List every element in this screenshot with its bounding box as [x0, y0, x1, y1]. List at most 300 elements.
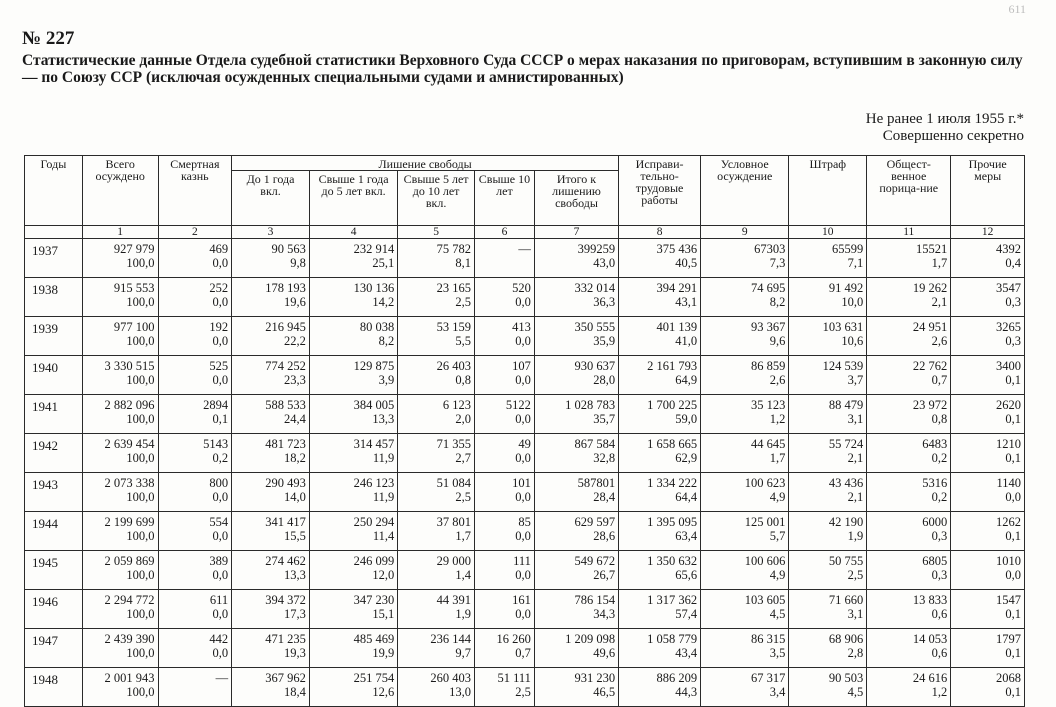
absolute-value: 469	[209, 242, 229, 256]
absolute-value: 24 951	[912, 320, 948, 334]
absolute-value: 3265	[996, 320, 1021, 334]
absolute-value: 90 503	[828, 671, 864, 685]
absolute-value: 51 111	[497, 671, 531, 685]
absolute-value: 49	[518, 437, 531, 451]
absolute-value: 341 417	[265, 515, 306, 529]
value-cell	[309, 473, 397, 512]
percent-value: 35,7	[593, 412, 616, 426]
percent-value: 49,6	[593, 646, 616, 660]
absolute-value: 927 979	[113, 242, 155, 256]
value-cell	[534, 629, 618, 668]
absolute-value: 332 014	[574, 281, 616, 295]
percent-value: 23,3	[284, 373, 306, 387]
value-cell	[789, 590, 867, 629]
header-conditional: Условное осуждение	[701, 156, 789, 226]
header-1-to-5-years: Свыше 1 года до 5 лет вкл.	[309, 171, 397, 226]
table-row	[25, 473, 1025, 512]
absolute-value: —	[215, 671, 229, 685]
value-cell	[534, 590, 618, 629]
percent-value: 1,9	[847, 529, 864, 543]
percent-value: 2,6	[769, 373, 786, 387]
percent-value: 8,2	[769, 295, 786, 309]
value-cell	[474, 629, 534, 668]
absolute-value: 1 700 225	[647, 398, 698, 412]
document-number: № 227	[22, 28, 75, 49]
percent-value: 0,0	[515, 568, 531, 582]
value-cell	[619, 434, 701, 473]
value-cell	[701, 239, 789, 278]
percent-value: 2,7	[455, 451, 471, 465]
percent-value: 0,0	[1005, 568, 1021, 582]
absolute-value: 520	[512, 281, 531, 295]
percent-value: 10,0	[841, 295, 864, 309]
absolute-value: 5143	[203, 437, 229, 451]
percent-value: 1,2	[769, 412, 786, 426]
absolute-value: 367 962	[265, 671, 306, 685]
value-cell	[701, 590, 789, 629]
absolute-value: 29 000	[436, 554, 471, 568]
value-cell	[619, 473, 701, 512]
percent-value: 100,0	[126, 646, 155, 660]
value-cell	[232, 434, 310, 473]
value-cell	[701, 356, 789, 395]
percent-value: 4,9	[769, 490, 786, 504]
value-cell	[867, 356, 951, 395]
absolute-value: 42 190	[828, 515, 864, 529]
percent-value: 13,0	[449, 685, 471, 699]
percent-value: 100,0	[126, 412, 155, 426]
value-cell	[701, 512, 789, 551]
percent-value: 11,4	[372, 529, 395, 543]
percent-value: 100,0	[126, 607, 155, 621]
value-cell	[951, 629, 1025, 668]
percent-value: 35,9	[593, 334, 616, 348]
absolute-value: 86 315	[751, 632, 786, 646]
percent-value: 26,7	[593, 568, 616, 582]
value-cell	[474, 317, 534, 356]
percent-value: 9,6	[769, 334, 786, 348]
percent-value: 0,1	[1005, 412, 1021, 426]
value-cell	[867, 395, 951, 434]
absolute-value: 394 372	[265, 593, 306, 607]
value-cell	[474, 473, 534, 512]
column-number: 1	[82, 226, 158, 239]
percent-value: 100,0	[126, 295, 155, 309]
value-cell	[619, 551, 701, 590]
percent-value: 5,5	[455, 334, 471, 348]
absolute-value: 85	[518, 515, 531, 529]
absolute-value: 1 317 362	[647, 593, 698, 607]
value-cell	[474, 590, 534, 629]
year-cell: 1947	[25, 629, 83, 668]
absolute-value: 53 159	[436, 320, 471, 334]
value-cell	[534, 434, 618, 473]
percent-value: 0,0	[212, 373, 229, 387]
absolute-value: 611	[209, 593, 229, 607]
value-cell	[82, 395, 158, 434]
absolute-value: 2 073 338	[104, 476, 155, 490]
percent-value: 34,3	[593, 607, 616, 621]
percent-value: 2,6	[931, 334, 948, 348]
value-cell	[158, 512, 232, 551]
value-cell	[158, 395, 232, 434]
value-cell	[309, 356, 397, 395]
year-cell: 1945	[25, 551, 83, 590]
value-cell	[951, 395, 1025, 434]
percent-value: 0,0	[212, 334, 229, 348]
absolute-value: 26 403	[436, 359, 471, 373]
percent-value: 3,7	[847, 373, 864, 387]
value-cell	[474, 434, 534, 473]
page-number: 611	[1008, 2, 1026, 16]
absolute-value: 260 403	[430, 671, 471, 685]
absolute-value: 5122	[505, 398, 531, 412]
absolute-value: 471 235	[265, 632, 306, 646]
percent-value: 0,0	[515, 490, 531, 504]
value-cell	[951, 317, 1025, 356]
percent-value: 18,4	[284, 685, 306, 699]
document-title: Статистические данные Отдела судебной статистики Верховного Суда СССР о мерах наказания по приговорам, вступившим в законную силу — по Союзу ССР (исключая осужденных специальными судами и амнистированных)	[22, 52, 1023, 86]
percent-value: 0,6	[931, 607, 948, 621]
absolute-value: 442	[209, 632, 229, 646]
percent-value: 100,0	[126, 490, 155, 504]
percent-value: 44,3	[675, 685, 698, 699]
percent-value: 19,9	[372, 646, 395, 660]
percent-value: 43,4	[675, 646, 698, 660]
value-cell	[309, 629, 397, 668]
value-cell	[867, 551, 951, 590]
absolute-value: 774 252	[265, 359, 306, 373]
percent-value: 0,2	[931, 451, 948, 465]
value-cell	[619, 317, 701, 356]
table-row	[25, 668, 1025, 707]
absolute-value: 67 317	[751, 671, 786, 685]
value-cell	[619, 629, 701, 668]
percent-value: 0,1	[1005, 685, 1021, 699]
percent-value: 43,0	[593, 256, 616, 270]
percent-value: 7,3	[769, 256, 786, 270]
value-cell	[232, 512, 310, 551]
absolute-value: 100 606	[744, 554, 786, 568]
value-cell	[398, 356, 475, 395]
absolute-value: 22 762	[912, 359, 948, 373]
absolute-value: 44 645	[751, 437, 786, 451]
value-cell	[951, 551, 1025, 590]
absolute-value: 250 294	[353, 515, 395, 529]
value-cell	[951, 356, 1025, 395]
absolute-value: 65599	[831, 242, 864, 256]
percent-value: 0,6	[931, 646, 948, 660]
percent-value: 64,4	[675, 490, 698, 504]
secrecy-stamp: Совершенно секретно	[882, 128, 1024, 144]
absolute-value: 125 001	[744, 515, 786, 529]
percent-value: 0,8	[931, 412, 948, 426]
percent-value: 0,3	[931, 529, 948, 543]
absolute-value: 24 616	[912, 671, 948, 685]
value-cell	[474, 356, 534, 395]
percent-value: 11,9	[372, 451, 395, 465]
absolute-value: 37 801	[436, 515, 471, 529]
column-number: 8	[619, 226, 701, 239]
year-cell: 1937	[25, 239, 83, 278]
absolute-value: 1 334 222	[647, 476, 698, 490]
percent-value: 2,1	[847, 451, 864, 465]
value-cell	[619, 668, 701, 707]
value-cell	[534, 395, 618, 434]
absolute-value: 1 350 632	[647, 554, 698, 568]
percent-value: 7,1	[847, 256, 864, 270]
absolute-value: 2 059 869	[104, 554, 155, 568]
percent-value: 12,0	[372, 568, 395, 582]
absolute-value: 554	[209, 515, 229, 529]
value-cell	[398, 590, 475, 629]
value-cell	[309, 512, 397, 551]
value-cell	[701, 278, 789, 317]
absolute-value: 2 294 772	[104, 593, 155, 607]
absolute-value: 5316	[922, 476, 948, 490]
absolute-value: 375 436	[656, 242, 698, 256]
value-cell	[158, 551, 232, 590]
column-number: 2	[158, 226, 232, 239]
absolute-value: 886 209	[656, 671, 698, 685]
value-cell	[158, 239, 232, 278]
value-cell	[309, 590, 397, 629]
absolute-value: 1547	[996, 593, 1021, 607]
percent-value: 0,1	[1005, 451, 1021, 465]
absolute-value: 6 123	[442, 398, 471, 412]
header-5-to-10-years: Свыше 5 лет до 10 лет вкл.	[398, 171, 475, 226]
percent-value: 1,7	[455, 529, 471, 543]
absolute-value: 2 001 943	[104, 671, 155, 685]
percent-value: 0,1	[1005, 646, 1021, 660]
percent-value: 59,0	[675, 412, 698, 426]
absolute-value: 867 584	[574, 437, 616, 451]
value-cell	[158, 629, 232, 668]
table-row	[25, 356, 1025, 395]
value-cell	[701, 434, 789, 473]
absolute-value: 350 555	[574, 320, 616, 334]
absolute-value: 549 672	[574, 554, 616, 568]
year-cell: 1948	[25, 668, 83, 707]
value-cell	[534, 512, 618, 551]
absolute-value: 68 906	[828, 632, 864, 646]
value-cell	[82, 512, 158, 551]
value-cell	[789, 629, 867, 668]
header-deprivation: Лишение свободы	[232, 156, 619, 171]
absolute-value: 314 457	[353, 437, 395, 451]
absolute-value: 394 291	[656, 281, 698, 295]
value-cell	[309, 395, 397, 434]
value-cell	[158, 473, 232, 512]
percent-value: 9,7	[455, 646, 471, 660]
percent-value: 0,0	[212, 607, 229, 621]
absolute-value: 44 391	[436, 593, 471, 607]
header-corrective-labor: Исправи-тельно-трудовые работы	[619, 156, 701, 226]
column-number: 6	[474, 226, 534, 239]
percent-value: 9,8	[290, 256, 306, 270]
percent-value: 8,2	[378, 334, 395, 348]
year-cell: 1942	[25, 434, 83, 473]
absolute-value: 525	[209, 359, 229, 373]
percent-value: 100,0	[126, 451, 155, 465]
value-cell	[398, 434, 475, 473]
header-over-10-years: Свыше 10 лет	[474, 171, 534, 226]
table-row	[25, 395, 1025, 434]
absolute-value: 290 493	[265, 476, 306, 490]
percent-value: 24,4	[284, 412, 306, 426]
column-number: 4	[309, 226, 397, 239]
percent-value: 0,1	[212, 412, 229, 426]
percent-value: 0,0	[212, 295, 229, 309]
percent-value: 4,5	[769, 607, 786, 621]
percent-value: 64,9	[675, 373, 698, 387]
percent-value: 19,3	[284, 646, 306, 660]
value-cell	[619, 512, 701, 551]
table-row	[25, 239, 1025, 278]
percent-value: 0,0	[515, 412, 531, 426]
absolute-value: 2 882 096	[104, 398, 155, 412]
absolute-value: 629 597	[574, 515, 616, 529]
value-cell	[789, 395, 867, 434]
percent-value: 2,5	[455, 295, 471, 309]
percent-value: 3,1	[847, 412, 864, 426]
percent-value: 5,7	[769, 529, 786, 543]
absolute-value: 101	[512, 476, 531, 490]
percent-value: 40,5	[675, 256, 698, 270]
value-cell	[82, 239, 158, 278]
absolute-value: 6805	[922, 554, 948, 568]
absolute-value: 931 230	[574, 671, 616, 685]
value-cell	[158, 356, 232, 395]
statistics-table	[24, 155, 1025, 707]
absolute-value: 274 462	[265, 554, 306, 568]
absolute-value: 71 355	[436, 437, 471, 451]
percent-value: 2,1	[931, 295, 948, 309]
year-cell: 1938	[25, 278, 83, 317]
absolute-value: 43 436	[828, 476, 864, 490]
value-cell	[789, 473, 867, 512]
percent-value: 0,0	[212, 256, 229, 270]
value-cell	[232, 629, 310, 668]
value-cell	[474, 668, 534, 707]
absolute-value: 800	[209, 476, 229, 490]
percent-value: 19,6	[284, 295, 306, 309]
header-total-deprivation: Итого к лишению свободы	[534, 171, 618, 226]
absolute-value: 246 123	[353, 476, 395, 490]
percent-value: 3,5	[769, 646, 786, 660]
value-cell	[701, 473, 789, 512]
absolute-value: 236 144	[430, 632, 471, 646]
percent-value: 0,0	[212, 646, 229, 660]
value-cell	[232, 239, 310, 278]
absolute-value: 15521	[916, 242, 948, 256]
value-cell	[232, 278, 310, 317]
value-cell	[867, 473, 951, 512]
value-cell	[158, 590, 232, 629]
value-cell	[701, 395, 789, 434]
value-cell	[619, 278, 701, 317]
value-cell	[951, 512, 1025, 551]
value-cell	[701, 551, 789, 590]
value-cell	[534, 668, 618, 707]
value-cell	[867, 512, 951, 551]
value-cell	[474, 239, 534, 278]
value-cell	[82, 434, 158, 473]
value-cell	[619, 356, 701, 395]
percent-value: 100,0	[126, 256, 155, 270]
absolute-value: 399259	[577, 242, 616, 256]
percent-value: 0,2	[931, 490, 948, 504]
percent-value: 22,2	[284, 334, 306, 348]
percent-value: 0,0	[515, 529, 531, 543]
percent-value: 1,7	[769, 451, 786, 465]
percent-value: 18,2	[284, 451, 306, 465]
absolute-value: 103 631	[822, 320, 864, 334]
percent-value: 8,1	[455, 256, 471, 270]
value-cell	[82, 668, 158, 707]
absolute-value: 401 139	[656, 320, 698, 334]
percent-value: 11,9	[372, 490, 395, 504]
percent-value: 0,2	[212, 451, 229, 465]
percent-value: 62,9	[675, 451, 698, 465]
absolute-value: 930 637	[574, 359, 616, 373]
value-cell	[619, 395, 701, 434]
absolute-value: 71 660	[828, 593, 864, 607]
value-cell	[619, 590, 701, 629]
value-cell	[82, 629, 158, 668]
absolute-value: 74 695	[751, 281, 786, 295]
year-cell: 1940	[25, 356, 83, 395]
percent-value: 14,2	[372, 295, 395, 309]
value-cell	[232, 590, 310, 629]
value-cell	[309, 317, 397, 356]
value-cell	[534, 239, 618, 278]
table-row	[25, 278, 1025, 317]
value-cell	[82, 551, 158, 590]
header-other: Прочие меры	[951, 156, 1025, 226]
column-number: 11	[867, 226, 951, 239]
value-cell	[789, 668, 867, 707]
percent-value: 28,0	[593, 373, 616, 387]
value-cell	[789, 278, 867, 317]
absolute-value: 161	[512, 593, 531, 607]
percent-value: 100,0	[126, 529, 155, 543]
value-cell	[701, 668, 789, 707]
absolute-value: 384 005	[353, 398, 395, 412]
value-cell	[534, 278, 618, 317]
header-fine: Штраф	[789, 156, 867, 226]
value-cell	[309, 551, 397, 590]
value-cell	[82, 590, 158, 629]
absolute-value: 67303	[754, 242, 786, 256]
value-cell	[701, 317, 789, 356]
absolute-value: 3400	[996, 359, 1021, 373]
absolute-value: 977 100	[113, 320, 155, 334]
absolute-value: 2894	[203, 398, 229, 412]
percent-value: 2,5	[515, 685, 531, 699]
header-up-to-1-year: До 1 года вкл.	[232, 171, 310, 226]
absolute-value: 1797	[996, 632, 1021, 646]
percent-value: 63,4	[675, 529, 698, 543]
value-cell	[789, 317, 867, 356]
value-cell	[158, 278, 232, 317]
value-cell	[82, 317, 158, 356]
absolute-value: 216 945	[265, 320, 306, 334]
absolute-value: 192	[209, 320, 229, 334]
percent-value: 0,1	[1005, 607, 1021, 621]
value-cell	[619, 239, 701, 278]
value-cell	[789, 551, 867, 590]
